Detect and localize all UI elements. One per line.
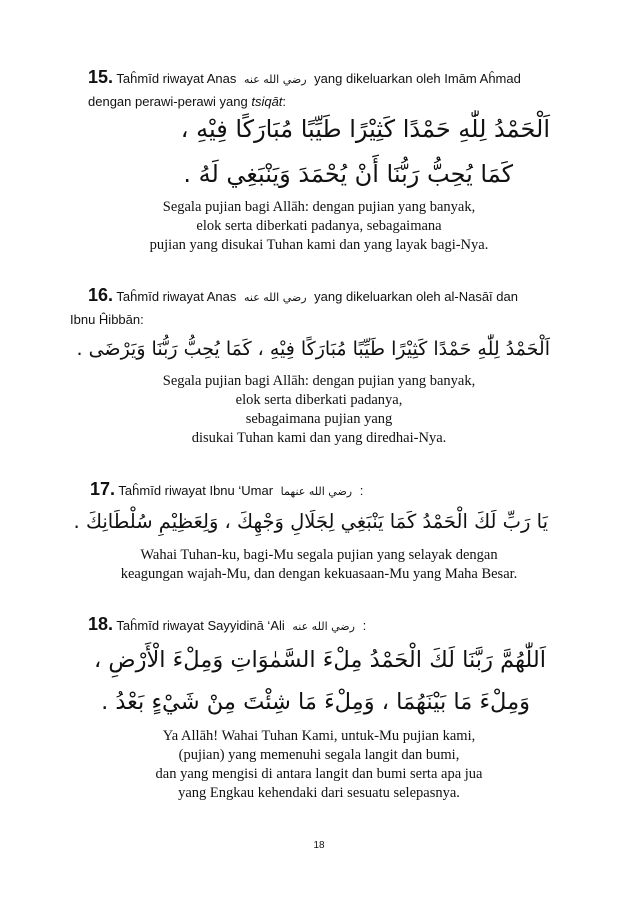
section-number: 17. — [90, 479, 116, 499]
section-header-line2 — [88, 93, 286, 111]
section-header — [88, 68, 521, 89]
translation — [0, 546, 638, 584]
translation-line: elok serta diberkati padanya, sebagaimana — [196, 218, 442, 234]
header-text-rest: : — [359, 483, 364, 498]
translation-line: sebagaimana pujian yang — [245, 411, 393, 427]
header-text-rest: yang dikeluarkan oleh Imām Aĥmad — [314, 71, 521, 86]
translation — [0, 372, 638, 448]
translation-line: pujian yang disukai Tuhan kami dan yang layak bagi-Nya. — [149, 237, 489, 253]
translation-line: Segala pujian bagi Allāh: dengan pujian yang banyak, — [162, 199, 476, 215]
translation-line: dan yang mengisi di antara langit dan bumi serta apa jua — [155, 766, 483, 782]
arabic-line: اَلْحَمْدُ لِلّٰهِ حَمْدًا كَثِيْرًا طَيِّبًا مُبَارَكًا فِيْهِ ، — [180, 115, 550, 143]
translation-line: elok serta diberkati padanya, — [235, 392, 403, 408]
honorific-glyph: رضي الله عنه — [244, 72, 307, 86]
section-header — [90, 480, 363, 501]
translation — [0, 198, 638, 255]
translation-line: keagungan wajah-Mu, dan dengan kekuasaan-Mu yang Maha Besar. — [120, 566, 518, 582]
header-text: Taĥmīd riwayat Sayyidinā ‘Ali — [116, 618, 285, 633]
header-text: Taĥmīd riwayat Anas — [116, 289, 237, 304]
translation-line: Wahai Tuhan-ku, bagi-Mu segala pujian yang selayak dengan — [140, 547, 498, 563]
section-header — [88, 615, 366, 636]
arabic-line: كَمَا يُحِبُّ رَبُّنَا أَنْ يُحْمَدَ وَيَنْبَغِي لَهُ . — [183, 160, 513, 188]
honorific-glyph: رضي الله عنه — [292, 619, 355, 633]
translation-line: disukai Tuhan kami dan yang diredhai-Nya. — [191, 430, 447, 446]
header-text: Taĥmīd riwayat Anas — [116, 71, 237, 86]
translation-line: Segala pujian bagi Allāh: dengan pujian yang banyak, — [162, 373, 476, 389]
arabic-line: وَمِلْءَ مَا بَيْنَهُمَا ، وَمِلْءَ مَا شِئْتَ مِنْ شَيْءٍ بَعْدُ . — [101, 689, 530, 715]
honorific-glyph: رضي الله عنهما — [280, 484, 353, 498]
header-line2-italic: tsiqāt — [251, 94, 283, 109]
section-number: 15. — [88, 67, 114, 87]
section-header-line2 — [70, 311, 144, 329]
section-header — [88, 286, 518, 307]
header-text-rest: yang dikeluarkan oleh al-Nasāī dan — [314, 289, 518, 304]
header-text: Taĥmīd riwayat Ibnu ‘Umar — [118, 483, 274, 498]
page-number: 18 — [313, 840, 325, 851]
header-line2-text: dengan perawi-perawi yang — [88, 94, 248, 109]
arabic-line: اَللّٰهُمَّ رَبَّنَا لَكَ الْحَمْدُ مِلْءَ السَّمٰوَاتِ وَمِلْءَ الْأَرْضِ ، — [93, 647, 546, 673]
header-text-rest: : — [362, 618, 367, 633]
arabic-line: اَلْحَمْدُ لِلّٰهِ حَمْدًا كَثِيْرًا طَيِّبًا مُبَارَكًا فِيْهِ ، كَمَا يُحِبُّ رَبُّنَا وَيَرْضَى . — [76, 338, 550, 360]
arabic-line: يَا رَبِّ لَكَ الْحَمْدُ كَمَا يَنْبَغِي لِجَلَالِ وَجْهِكَ ، وَلِعَظِيْمِ سُلْطَانِكَ . — [73, 510, 548, 533]
translation-line: Ya Allāh! Wahai Tuhan Kami, untuk-Mu pujian kami, — [162, 728, 476, 744]
translation — [0, 727, 638, 803]
header-line2-text: Ibnu Ĥibbān: — [70, 312, 144, 327]
section-number: 18. — [88, 614, 114, 634]
translation-line: yang Engkau kehendaki dari sesuatu selepasnya. — [178, 785, 460, 801]
translation-line: (pujian) yang memenuhi segala langit dan bumi, — [178, 747, 460, 763]
honorific-glyph: رضي الله عنه — [244, 290, 307, 304]
header-line2-end: : — [282, 94, 287, 109]
section-number: 16. — [88, 285, 114, 305]
